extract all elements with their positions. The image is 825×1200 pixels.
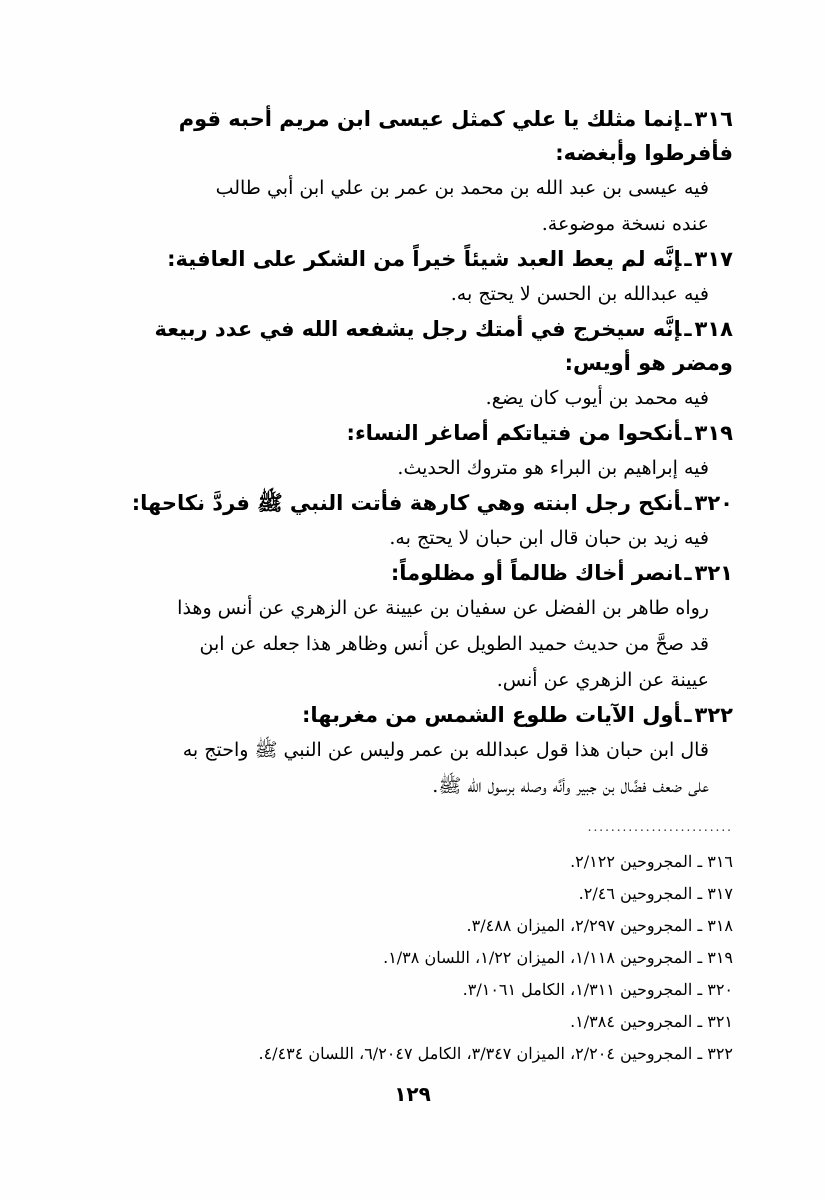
entry	[93, 556, 733, 698]
entry-number: ٣٢٢	[694, 703, 733, 727]
footnote-separator: .........................	[587, 820, 733, 834]
entry-heading: ٣١٩ـأنكحوا من فتياتكم أصاغر النساء:	[346, 421, 733, 445]
footnote: ٣١٧ ـ المجروحين ٢/٤٦.	[578, 884, 733, 903]
footnote: ٣٢٠ ـ المجروحين ١/٣١١، الكامل ٣/١٠٦١.	[462, 980, 733, 999]
footnote: ٣١٩ ـ المجروحين ١/١١٨، الميزان ١/٢٢، اللسان ١/٣٨.	[383, 948, 733, 967]
entry-heading: ٣١٦ـإنما مثلك يا علي كمثل عيسى ابن مريم أحبه قوم فأفرطوا وأبغضه:	[178, 107, 733, 165]
entry-heading: ٣٢٢ـأول الآيات طلوع الشمس من مغربها:	[302, 703, 733, 727]
entry-number: ٣١٦	[694, 107, 733, 131]
entry-number: ٣١٧	[694, 247, 733, 271]
entry-title: إنَّه سيخرج في أمتك رجل يشفعه الله في عدد ربيعة ومضر هو أويس:	[154, 317, 733, 375]
entry-title: أنكح رجل ابنته وهي كارهة فأتت النبي ﷺ فردَّ نكاحها:	[131, 491, 682, 515]
footnote: ٣١٨ ـ المجروحين ٢/٢٩٧، الميزان ٣/٤٨٨.	[466, 916, 733, 935]
entry-body-line: قد صحَّ من حديث حميد الطويل عن أنس وظاهر هذا جعله عن ابن	[199, 633, 709, 655]
footnote: ٣٢٢ ـ المجروحين ٢/٢٠٤، الميزان ٣/٣٤٧، الكامل ٦/٢٠٤٧، اللسان ٤/٤٣٤.	[258, 1044, 733, 1063]
entries-list	[93, 102, 733, 804]
entry-title: انصر أخاك ظالماً أو مظلوماً:	[390, 561, 682, 585]
entry-body-line: قال ابن حبان هذا قول عبدالله بن عمر وليس عن النبي ﷺ واحتج به	[182, 739, 709, 761]
entry-body-line: رواه طاهر بن الفضل عن سفيان بن عيينة عن الزهري عن أنس وهذا	[177, 597, 709, 619]
entry-body-line: فيه عيسى بن عبد الله بن محمد بن عمر بن علي ابن أبي طالب	[215, 177, 709, 199]
entry-title: أول الآيات طلوع الشمس من مغربها:	[302, 703, 682, 727]
footnotes-list	[93, 846, 733, 1070]
footnote: ٣١٦ ـ المجروحين ٢/١٢٢.	[570, 852, 733, 871]
entry-number: ٣٢٠	[694, 491, 733, 515]
entry	[93, 102, 733, 242]
entry-heading: ٣٢١ـانصر أخاك ظالماً أو مظلوماً:	[390, 561, 733, 585]
page-number: ١٢٩	[394, 1082, 431, 1106]
entry-title: إنَّه لم يعط العبد شيئاً خيراً من الشكر على العافية:	[167, 247, 682, 271]
entry	[93, 242, 733, 312]
entry-body-line: عنده نسخة موضوعة.	[541, 213, 709, 235]
entry-number: ٣١٨	[694, 317, 733, 341]
entry	[93, 416, 733, 486]
entry-body-line: عيينة عن الزهري عن أنس.	[496, 669, 709, 691]
entry-title: إنما مثلك يا علي كمثل عيسى ابن مريم أحبه قوم فأفرطوا وأبغضه:	[178, 107, 733, 165]
entry-title: أنكحوا من فتياتكم أصاغر النساء:	[346, 421, 682, 445]
entry-body-line: على ضعف فضَّال بن جبير وأنَّه وصله برسول الله ﷺ.	[432, 775, 709, 797]
entry-number: ٣٢١	[694, 561, 733, 585]
footnote: ٣٢١ ـ المجروحين ١/٣٨٤.	[570, 1012, 733, 1031]
entry-body-line: فيه عبدالله بن الحسن لا يحتج به.	[450, 283, 709, 305]
entry-body-line: فيه زيد بن حبان قال ابن حبان لا يحتج به.	[389, 527, 709, 549]
entry	[93, 698, 733, 804]
entry-body-line: فيه إبراهيم بن البراء هو متروك الحديث.	[397, 457, 709, 479]
entry-heading: ٣١٧ـإنَّه لم يعط العبد شيئاً خيراً من الشكر على العافية:	[167, 247, 733, 271]
entry-number: ٣١٩	[694, 421, 733, 445]
entry-body-line: فيه محمد بن أيوب كان يضع.	[485, 387, 709, 409]
entry	[93, 312, 733, 416]
entry-heading: ٣١٨ـإنَّه سيخرج في أمتك رجل يشفعه الله في عدد ربيعة ومضر هو أويس:	[154, 317, 733, 375]
entry-heading: ٣٢٠ـأنكح رجل ابنته وهي كارهة فأتت النبي ﷺ فردَّ نكاحها:	[131, 491, 733, 515]
entry	[93, 486, 733, 556]
